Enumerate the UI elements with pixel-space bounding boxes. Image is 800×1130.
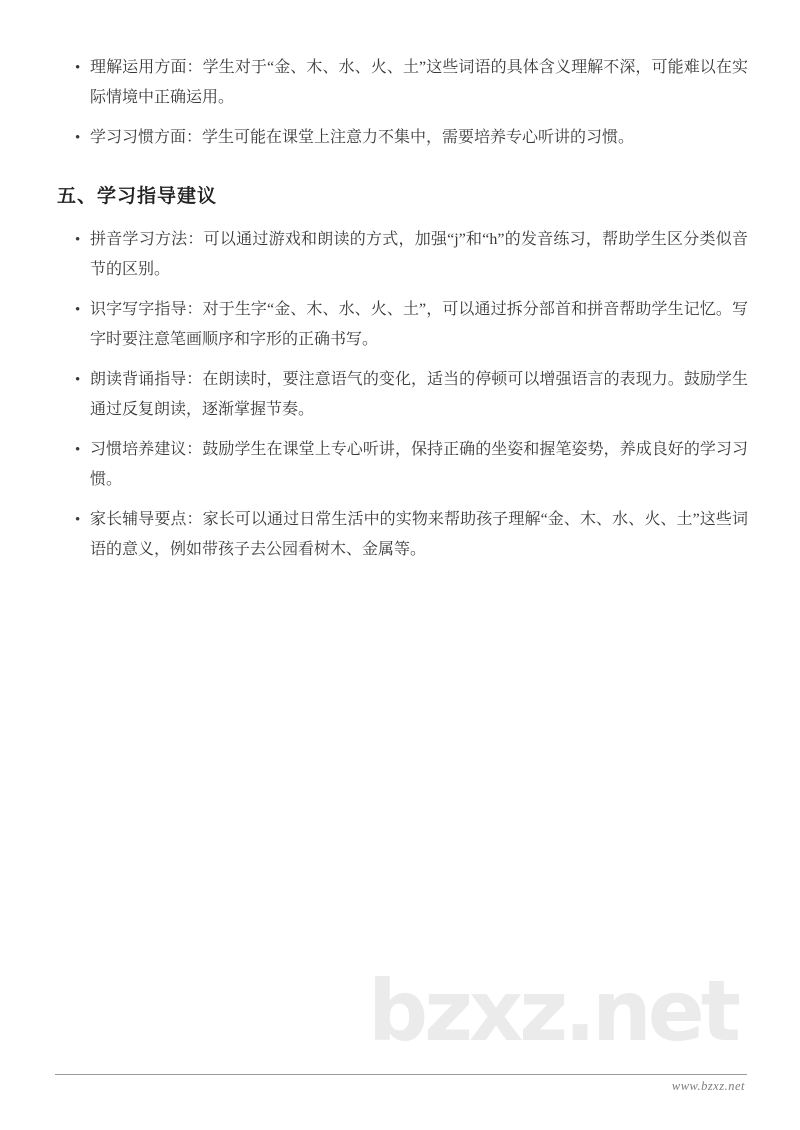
footer-divider bbox=[55, 1074, 747, 1075]
suggestion-bullet-list bbox=[57, 225, 748, 565]
list-item-text: 习惯培养建议：鼓励学生在课堂上专心听讲，保持正确的坐姿和握笔姿势，养成良好的学习习惯。 bbox=[90, 441, 748, 488]
list-item bbox=[75, 123, 748, 153]
list-item-text: 理解运用方面：学生对于“金、木、水、火、土”这些词语的具体含义理解不深，可能难以在实际情境中正确运用。 bbox=[90, 59, 748, 106]
bullet-icon: • bbox=[75, 512, 81, 528]
list-item-text: 家长辅导要点：家长可以通过日常生活中的实物来帮助孩子理解“金、木、水、火、土”这些词语的意义，例如带孩子去公园看树木、金属等。 bbox=[90, 511, 748, 558]
list-item bbox=[75, 225, 748, 285]
list-item-text: 拼音学习方法：可以通过游戏和朗读的方式，加强“j”和“h”的发音练习，帮助学生区分类似音节的区别。 bbox=[90, 231, 748, 278]
bullet-icon: • bbox=[75, 130, 81, 146]
watermark: bzxz.net bbox=[368, 962, 737, 1060]
bullet-icon: • bbox=[75, 232, 81, 248]
list-item-text: 识字写字指导：对于生字“金、木、水、火、土”，可以通过拆分部首和拼音帮助学生记忆。写字时要注意笔画顺序和字形的正确书写。 bbox=[90, 301, 748, 348]
list-item bbox=[75, 505, 748, 565]
bullet-icon: • bbox=[75, 442, 81, 458]
list-item bbox=[75, 53, 748, 113]
bullet-icon: • bbox=[75, 60, 81, 76]
list-item-text: 学习习惯方面：学生可能在课堂上注意力不集中，需要培养专心听讲的习惯。 bbox=[90, 129, 635, 146]
bullet-icon: • bbox=[75, 372, 81, 388]
list-item bbox=[75, 295, 748, 355]
list-item bbox=[75, 365, 748, 425]
footer-url: www.bzxz.net bbox=[671, 1079, 745, 1093]
analysis-bullet-list bbox=[57, 53, 748, 153]
bullet-icon: • bbox=[75, 302, 81, 318]
section-heading: 五、学习指导建议 bbox=[57, 186, 218, 207]
list-item-text: 朗读背诵指导：在朗读时，要注意语气的变化，适当的停顿可以增强语言的表现力。鼓励学生通过反复朗读，逐渐掌握节奏。 bbox=[90, 371, 748, 418]
list-item bbox=[75, 435, 748, 495]
